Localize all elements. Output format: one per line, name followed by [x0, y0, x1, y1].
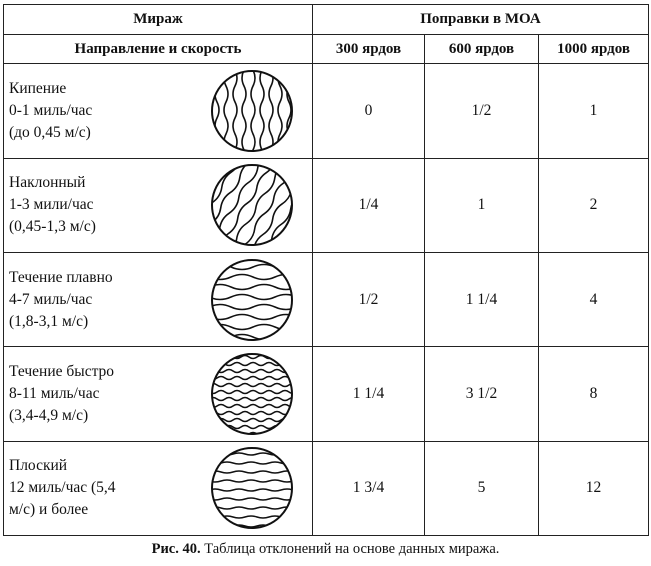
- correction-300: 1 3/4: [313, 441, 425, 535]
- table-row: [4, 64, 649, 158]
- figure-caption-text: Таблица отклонений на основе данных миража.: [204, 541, 500, 557]
- correction-1000: 1: [539, 64, 649, 158]
- vertical-wavy-lines-icon: [209, 68, 295, 154]
- table-row: [4, 252, 649, 346]
- wind-speed-ms: (3,4-4,9 м/с): [9, 406, 89, 424]
- range-header-600: 600 ярдов: [425, 35, 539, 64]
- wind-speed-mph: 1-3 мили/час: [9, 196, 94, 214]
- wind-speed-mph: 0-1 миль/час: [9, 101, 93, 119]
- mirage-pattern-cell: [192, 441, 313, 535]
- mirage-pattern-cell: [192, 252, 313, 346]
- correction-600: 1: [425, 158, 539, 252]
- mirage-type: Плоский: [9, 457, 68, 475]
- mirage-description: [4, 441, 192, 535]
- figure-label: Рис. 40.: [151, 541, 201, 557]
- mirage-type: Наклонный: [9, 174, 86, 192]
- range-header-300: 300 ярдов: [313, 35, 425, 64]
- mirage-table: [3, 4, 649, 536]
- wind-speed-mph: 4-7 миль/час: [9, 290, 93, 308]
- correction-1000: 2: [539, 158, 649, 252]
- wind-speed-ms: (до 0,45 м/с): [9, 123, 91, 141]
- wind-speed-ms: м/с) и более: [9, 501, 89, 519]
- correction-600: 3 1/2: [425, 347, 539, 441]
- wind-speed-mph: 8-11 миль/час: [9, 384, 100, 402]
- mirage-pattern-cell: [192, 64, 313, 158]
- wind-speed-ms: (1,8-3,1 м/с): [9, 312, 89, 330]
- mirage-description: [4, 252, 192, 346]
- table-row: [4, 158, 649, 252]
- mirage-type: Течение быстро: [9, 362, 115, 380]
- mirage-description: [4, 347, 192, 441]
- correction-600: 5: [425, 441, 539, 535]
- correction-1000: 12: [539, 441, 649, 535]
- correction-300: 0: [313, 64, 425, 158]
- correction-300: 1/2: [313, 252, 425, 346]
- mirage-type: Кипение: [9, 79, 67, 97]
- correction-1000: 4: [539, 252, 649, 346]
- dense-horizontal-waves-icon: [209, 351, 295, 437]
- wind-speed-ms: (0,45-1,3 м/с): [9, 218, 96, 236]
- mirage-header: Мираж: [4, 5, 313, 35]
- figure-caption: [0, 541, 651, 558]
- wind-speed-mph: 12 миль/час (5,4: [9, 479, 116, 497]
- mirage-type: Течение плавно: [9, 268, 113, 286]
- header-row-sub: [4, 35, 649, 64]
- mirage-description: [4, 64, 192, 158]
- correction-600: 1 1/4: [425, 252, 539, 346]
- correction-300: 1 1/4: [313, 347, 425, 441]
- correction-300: 1/4: [313, 158, 425, 252]
- table-row: [4, 441, 649, 535]
- correction-1000: 8: [539, 347, 649, 441]
- mirage-pattern-cell: [192, 347, 313, 441]
- gentle-horizontal-waves-icon: [209, 257, 295, 343]
- mirage-pattern-cell: [192, 158, 313, 252]
- flat-horizontal-lines-icon: [209, 445, 295, 531]
- slanted-wavy-lines-icon: [209, 162, 295, 248]
- correction-600: 1/2: [425, 64, 539, 158]
- mirage-description: [4, 158, 192, 252]
- table-row: [4, 347, 649, 441]
- corrections-header: Поправки в МОА: [313, 5, 649, 35]
- range-header-1000: 1000 ярдов: [539, 35, 649, 64]
- header-row-top: [4, 5, 649, 35]
- direction-speed-header: Направление и скорость: [4, 35, 313, 64]
